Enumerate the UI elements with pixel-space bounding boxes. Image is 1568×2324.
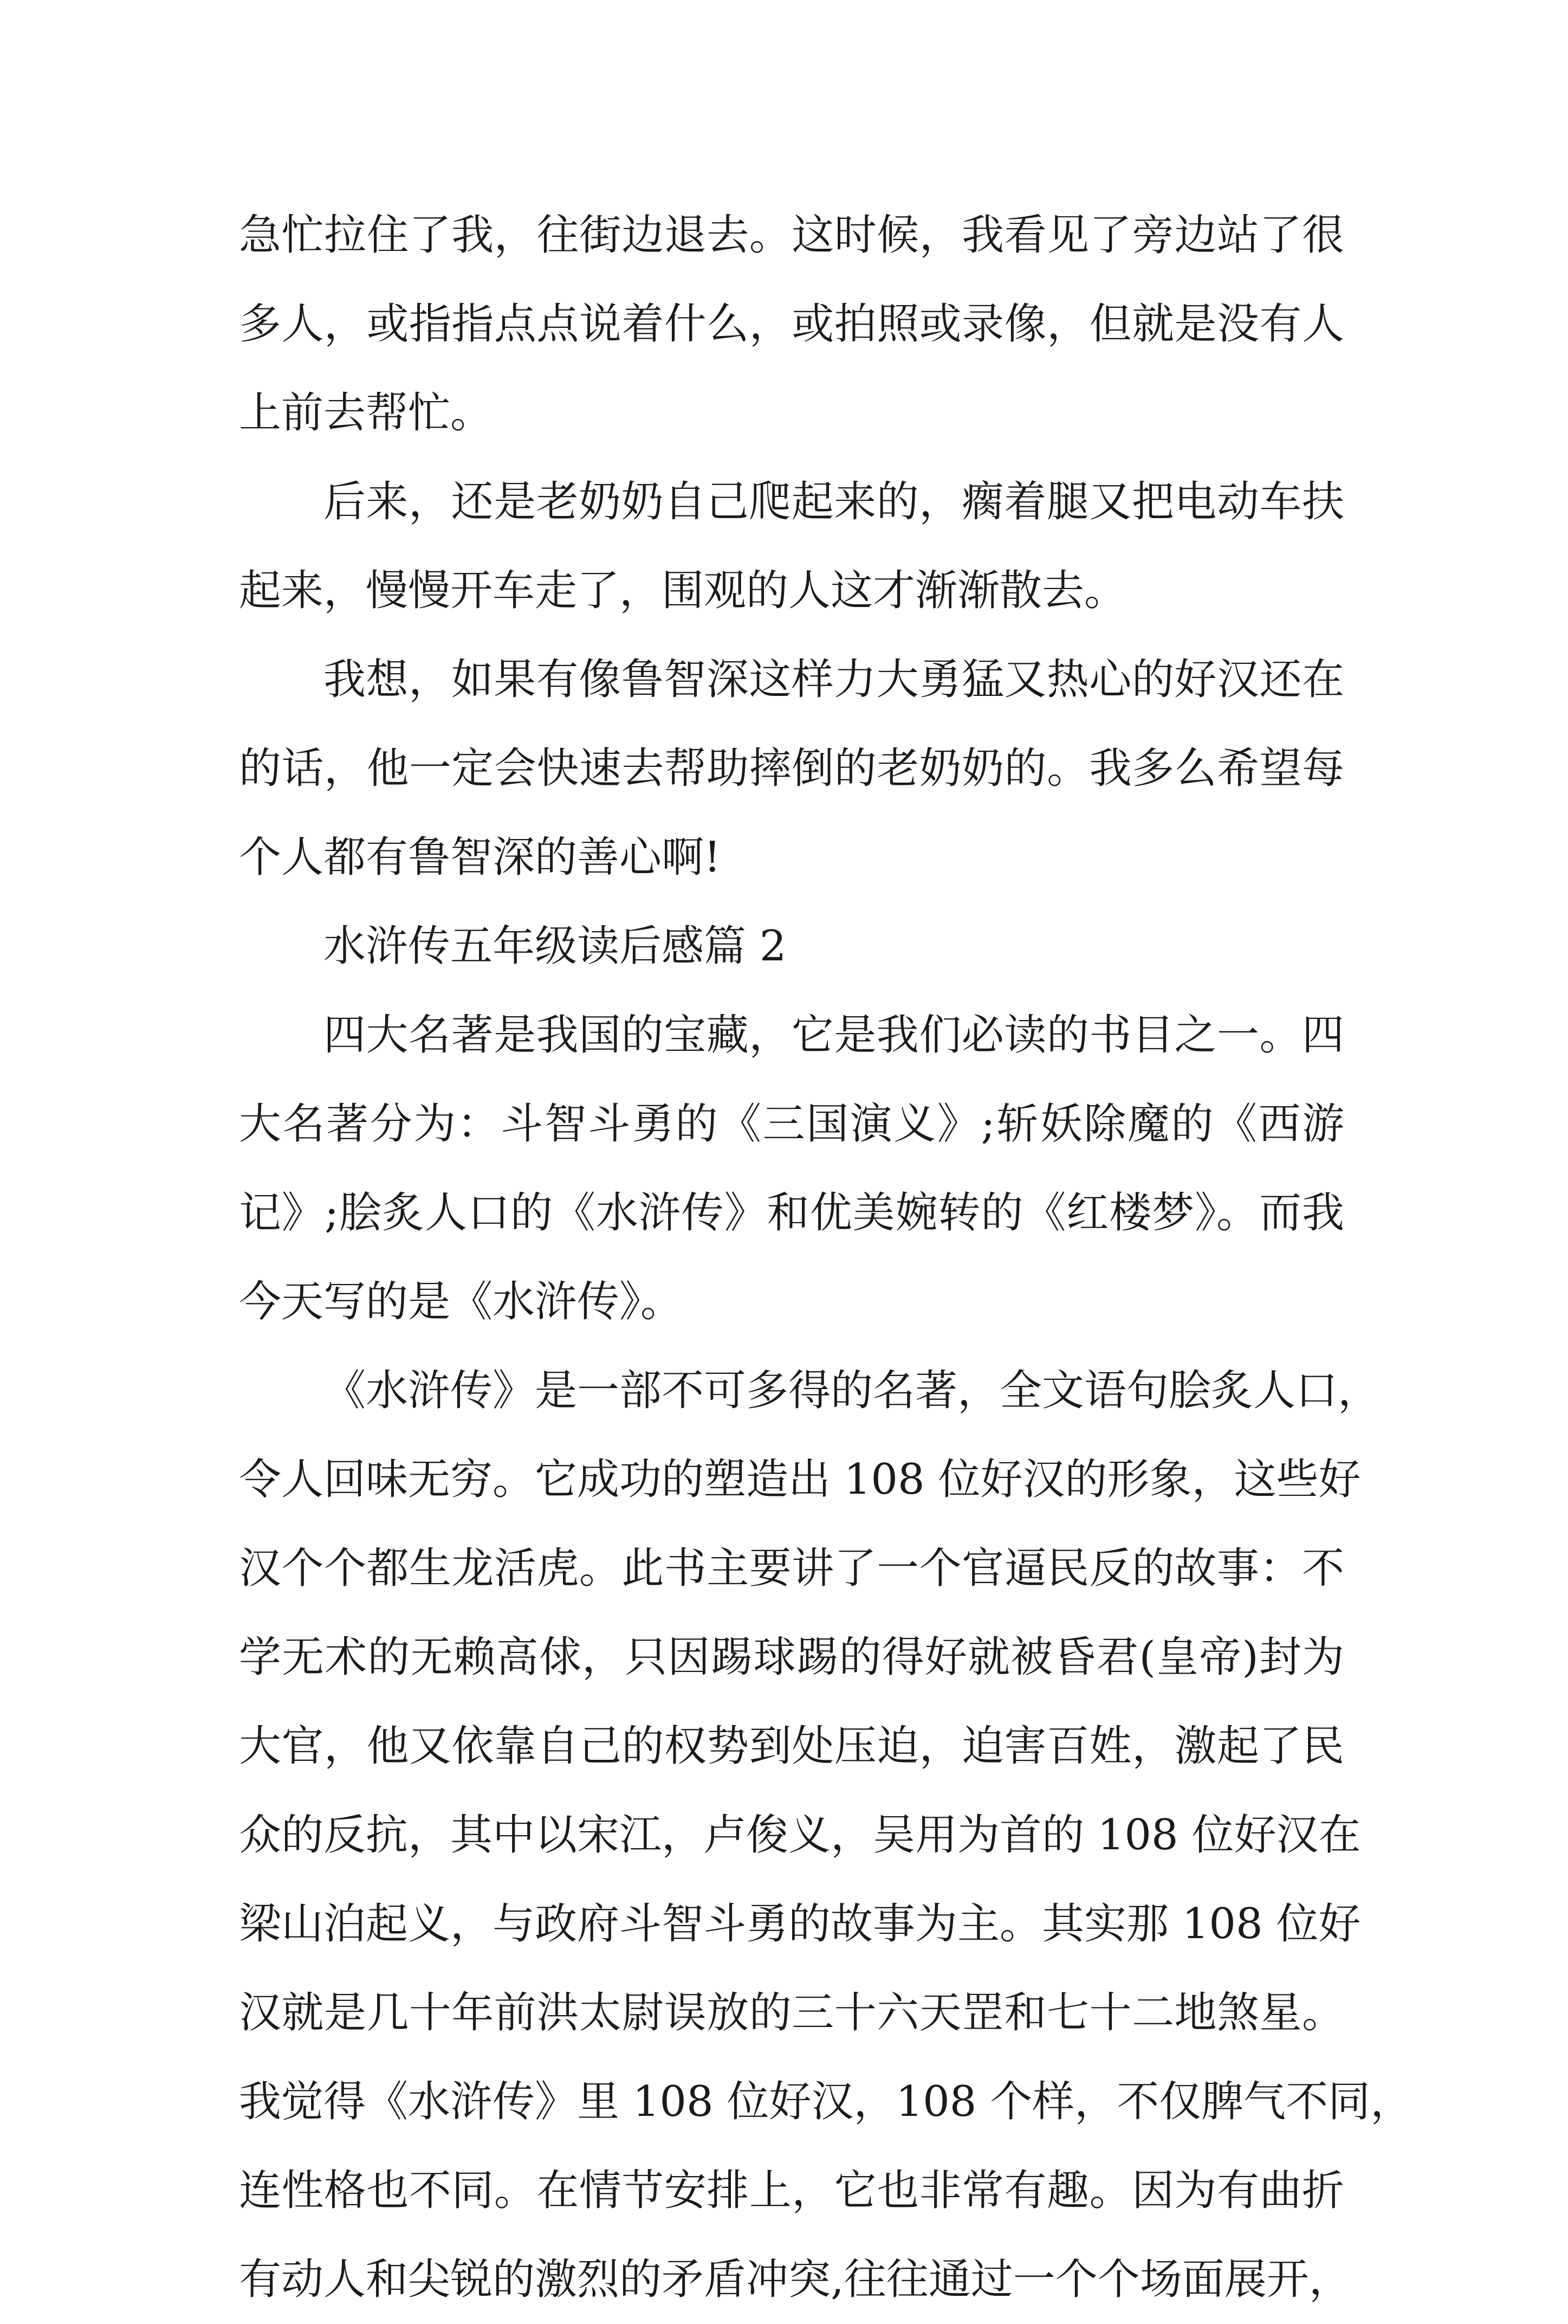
text-line: 有动人和尖锐的激烈的矛盾冲突,往往通过一个个场面展开， [239, 2255, 1351, 2304]
paragraph-start-line: 我想，如果有像鲁智深这样力大勇猛又热心的好汉还在 [323, 655, 1344, 704]
paragraph-start-line: 《水浒传》是一部不可多得的名著，全文语句脍炙人口， [323, 1366, 1381, 1415]
paragraph-start-line: 四大名著是我国的宝藏，它是我们必读的书目之一。四 [323, 1011, 1344, 1060]
text-line: 多人，或指指点点说着什么，或拍照或录像，但就是没有人 [239, 300, 1344, 348]
text-line: 我觉得《水浒传》里 108 位好汉，108 个样，不仅脾气不同， [239, 2077, 1413, 2126]
text-line: 今天写的是《水浒传》。 [239, 1277, 683, 1326]
paragraph-start-line: 后来，还是老奶奶自己爬起来的，瘸着腿又把电动车扶 [323, 477, 1344, 526]
text-line: 梁山泊起义，与政府斗智斗勇的故事为主。其实那 108 位好 [239, 1900, 1361, 1948]
text-line: 起来，慢慢开车走了，围观的人这才渐渐散去。 [239, 566, 1127, 615]
document-body [239, 191, 1413, 2324]
text-line: 大名著分为：斗智斗勇的《三国演义》;斩妖除魔的《西游 [239, 1100, 1344, 1148]
text-line: 上前去帮忙。 [239, 389, 493, 437]
text-line: 大官，他又依靠自己的权势到处压迫，迫害百姓，激起了民 [239, 1722, 1344, 1771]
section-heading: 水浒传五年级读后感篇 2 [323, 922, 787, 971]
text-line: 汉个个都生龙活虎。此书主要讲了一个官逼民反的故事：不 [239, 1544, 1344, 1593]
text-line: 记》;脍炙人口的《水浒传》和优美婉转的《红楼梦》。而我 [239, 1189, 1344, 1237]
text-line: 学无术的无赖高俅，只因踢球踢的得好就被昏君(皇帝)封为 [239, 1633, 1344, 1682]
text-line: 众的反抗，其中以宋江，卢俊义，吴用为首的 108 位好汉在 [239, 1811, 1361, 1860]
text-line: 个人都有鲁智深的善心啊! [239, 833, 721, 882]
text-line: 急忙拉住了我，往街边退去。这时候，我看见了旁边站了很 [239, 211, 1344, 260]
text-line: 汉就是几十年前洪太尉误放的三十六天罡和七十二地煞星。 [239, 1989, 1344, 2037]
text-line: 的话，他一定会快速去帮助摔倒的老奶奶的。我多么希望每 [239, 744, 1344, 793]
text-line: 令人回味无穷。它成功的塑造出 108 位好汉的形象，这些好 [239, 1455, 1361, 1504]
text-line: 连性格也不同。在情节安排上，它也非常有趣。因为有曲折 [239, 2166, 1344, 2215]
